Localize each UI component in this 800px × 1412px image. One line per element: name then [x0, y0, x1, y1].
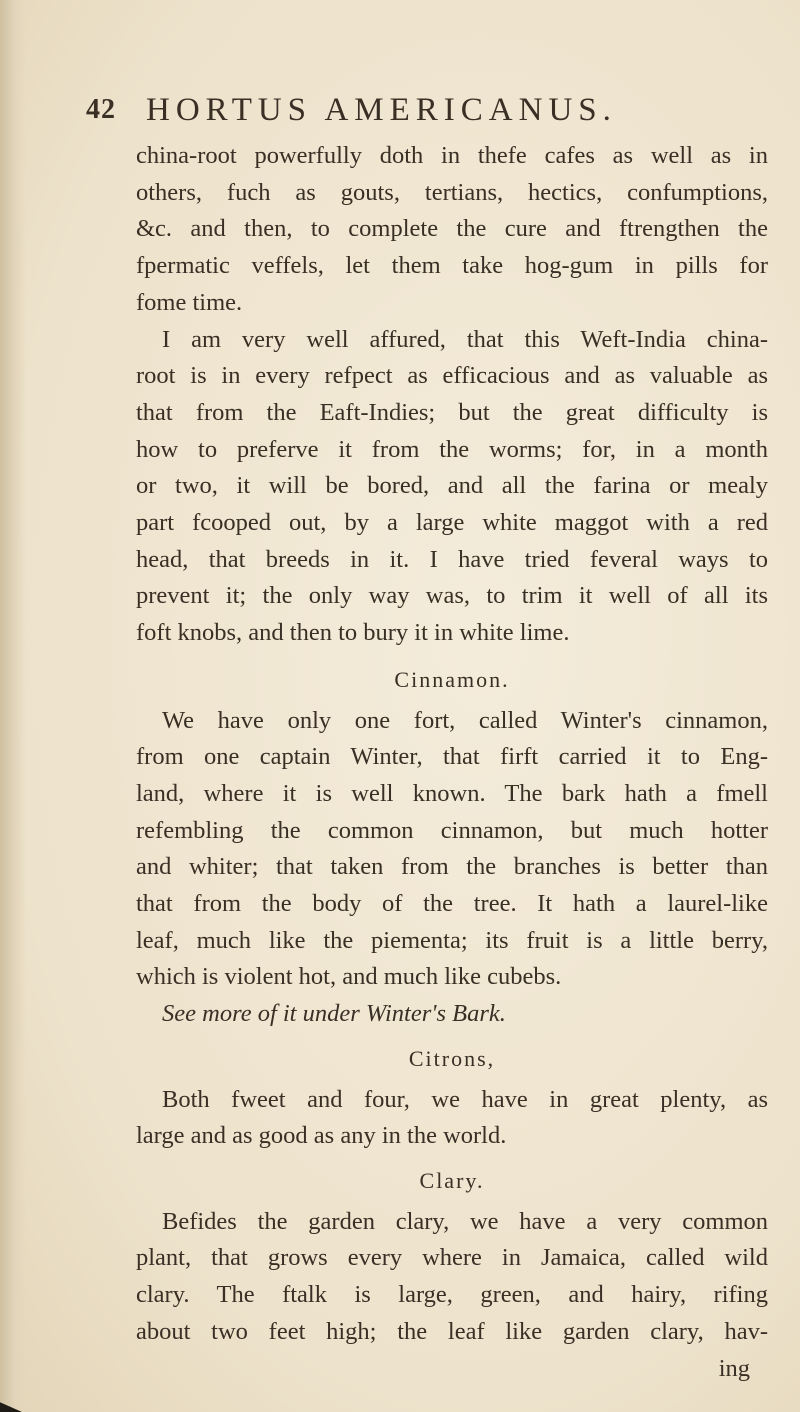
text-line: large and as good as any in the world.: [136, 1122, 507, 1150]
text-line: foft knobs, and then to bury it in white lime.: [136, 619, 570, 647]
text-line: prevent it; the only way was, to trim it well of all its: [136, 582, 768, 610]
text-line: clary. The ftalk is large, green, and hairy, rifing: [136, 1281, 768, 1309]
text-line: from one captain Winter, that firft carried it to Eng-: [136, 743, 768, 771]
text-line: how to preferve it from the worms; for, in a month: [136, 435, 768, 463]
paragraph-citrons: [136, 1082, 768, 1155]
paragraph-clary: [136, 1204, 768, 1387]
text-line: fpermatic veffels, let them take hog-gum in pills for: [136, 252, 768, 280]
text-line: plant, that grows every where in Jamaica, called wild: [136, 1244, 768, 1272]
text-line: land, where it is well known. The bark hath a fmell: [136, 779, 768, 807]
text-line: which is violent hot, and much like cubebs.: [136, 963, 562, 991]
text-line: china-root powerfully doth in thefe cafes as well as in: [136, 142, 768, 169]
text-line: leaf, much like the piementa; its fruit is a little berry,: [136, 926, 768, 954]
page-number: 42: [86, 94, 116, 125]
text-line: I am very well affured, that this Weft-India china-: [162, 325, 768, 353]
text-line: part fcooped out, by a large white maggot with a red: [136, 509, 768, 537]
text-line: fome time.: [136, 288, 243, 316]
text-line: head, that breeds in it. I have tried feveral ways to: [136, 545, 768, 573]
page-header: [86, 92, 726, 136]
text-line: that from the body of the tree. It hath a laurel-like: [136, 890, 768, 918]
catchword: ing: [718, 1354, 750, 1382]
paragraph-west-india-china-root: [136, 322, 768, 652]
text-line: others, fuch as gouts, tertians, hectics, confumptions,: [136, 178, 768, 206]
running-head: HORTUS AMERICANUS.: [146, 92, 617, 128]
text-line: We have only one fort, called Winter's cinnamon,: [162, 706, 768, 734]
section-heading-clary: Clary.: [419, 1167, 485, 1193]
paragraph-cinnamon: [136, 703, 768, 1033]
paragraph-china-root-continued: [136, 138, 768, 322]
text-line: and whiter; that taken from the branches is better than: [136, 853, 768, 881]
text-line: Befides the garden clary, we have a very common: [162, 1207, 768, 1235]
page-gutter: [0, 0, 26, 1412]
section-heading-citrons: Citrons,: [408, 1045, 496, 1071]
text-line: that from the Eaft-Indies; but the great difficulty is: [136, 398, 768, 426]
text-line: or two, it will be bored, and all the farina or mealy: [136, 472, 768, 500]
body-text: [136, 138, 768, 1387]
text-line: root is in every refpect as efficacious and as valuable as: [136, 362, 768, 390]
text-line: refembling the common cinnamon, but much hotter: [136, 816, 768, 844]
text-line: about two feet high; the leaf like garden clary, hav-: [136, 1317, 768, 1345]
cross-reference: See more of it under Winter's Bark.: [162, 1000, 506, 1028]
section-heading-cinnamon: Cinnamon.: [394, 666, 510, 692]
text-line: &c. and then, to complete the cure and ftrengthen the: [136, 215, 768, 243]
text-line: Both fweet and four, we have in great plenty, as: [162, 1085, 768, 1113]
